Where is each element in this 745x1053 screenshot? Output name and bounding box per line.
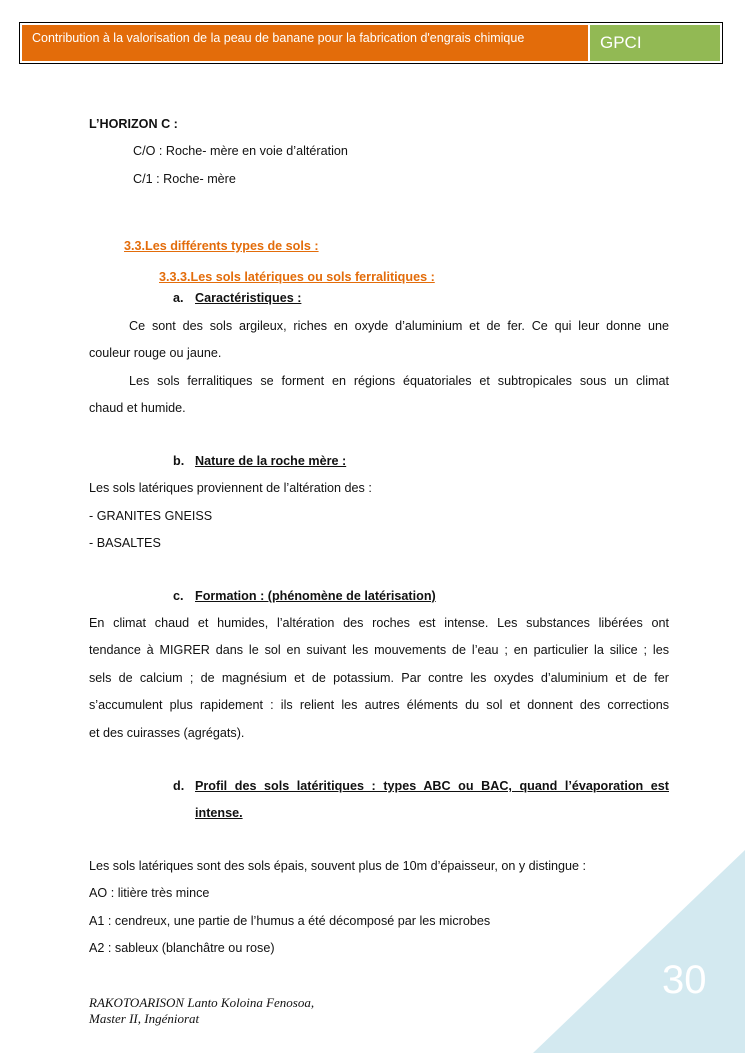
- list-marker-a: a.: [173, 291, 184, 305]
- paragraph-line: Les sols latériques sont des sols épais, souvent plus de 10m d’épaisseur, on y distingue :: [89, 859, 587, 873]
- corner-decoration: [533, 850, 745, 1053]
- list-marker-d: d.: [173, 779, 185, 793]
- paragraph-line: s’accumulent plus rapidement : ils relient les autres éléments du sol et donnent des corrections: [89, 698, 669, 712]
- paragraph-line: Les sols ferralitiques se forment en régions équatoriales et subtropicales sous un climat: [129, 374, 669, 388]
- list-marker-b: b.: [173, 454, 185, 468]
- paragraph-line: couleur rouge ou jaune.: [89, 346, 222, 360]
- subheading-profil-cont: intense.: [195, 806, 243, 820]
- footer-degree: Master II, Ingéniorat: [89, 1011, 200, 1026]
- header-title: Contribution à la valorisation de la peau de banane pour la fabrication d'engrais chimique: [22, 25, 590, 61]
- page-header: [19, 22, 723, 64]
- paragraph-line: sels de calcium ; de magnésium et de potassium. Par contre les oxydes d’aluminium et de fer: [89, 671, 669, 685]
- paragraph-line: Les sols latériques proviennent de l’altération des :: [89, 481, 372, 495]
- page-number: 30: [662, 958, 707, 1002]
- subheading-profil: Profil des sols latéritiques : types ABC ou BAC, quand l’évaporation est: [195, 779, 669, 793]
- paragraph-line: Ce sont des sols argileux, riches en oxyde d’aluminium et de fer. Ce qui leur donne une: [129, 319, 669, 333]
- subheading-caracteristiques: Caractéristiques :: [195, 291, 302, 305]
- horizon-c1-line: C/1 : Roche- mère: [133, 172, 236, 186]
- paragraph-line: tendance à MIGRER dans le sol en suivant les mouvements de l’eau ; en particulier la silice ; les: [89, 643, 669, 657]
- list-item: A1 : cendreux, une partie de l’humus a été décomposé par les microbes: [89, 914, 491, 928]
- footer-author: RAKOTOARISON Lanto Koloina Fenosoa,: [89, 995, 315, 1010]
- section-heading-3-3: 3.3.Les différents types de sols :: [124, 239, 319, 253]
- section-heading-3-3-3: 3.3.3.Les sols latériques ou sols ferralitiques :: [159, 270, 435, 284]
- paragraph-line: chaud et humide.: [89, 401, 186, 415]
- paragraph-line: et des cuirasses (agrégats).: [89, 726, 245, 740]
- header-code: GPCI: [590, 25, 720, 61]
- list-item: - BASALTES: [89, 536, 161, 550]
- subheading-formation: Formation : (phénomène de latérisation): [195, 589, 436, 603]
- list-item: AO : litière très mince: [89, 886, 210, 900]
- subheading-nature-roche: Nature de la roche mère :: [195, 454, 347, 468]
- horizon-co-line: C/O : Roche- mère en voie d’altération: [133, 144, 348, 158]
- horizon-c-heading: L’HORIZON C :: [89, 117, 178, 131]
- list-marker-c: c.: [173, 589, 184, 603]
- list-item: - GRANITES GNEISS: [89, 509, 213, 523]
- paragraph-line: En climat chaud et humides, l’altération des roches est intense. Les substances libérées ont: [89, 616, 669, 630]
- corner-triangle: [533, 850, 745, 1053]
- list-item: A2 : sableux (blanchâtre ou rose): [89, 941, 275, 955]
